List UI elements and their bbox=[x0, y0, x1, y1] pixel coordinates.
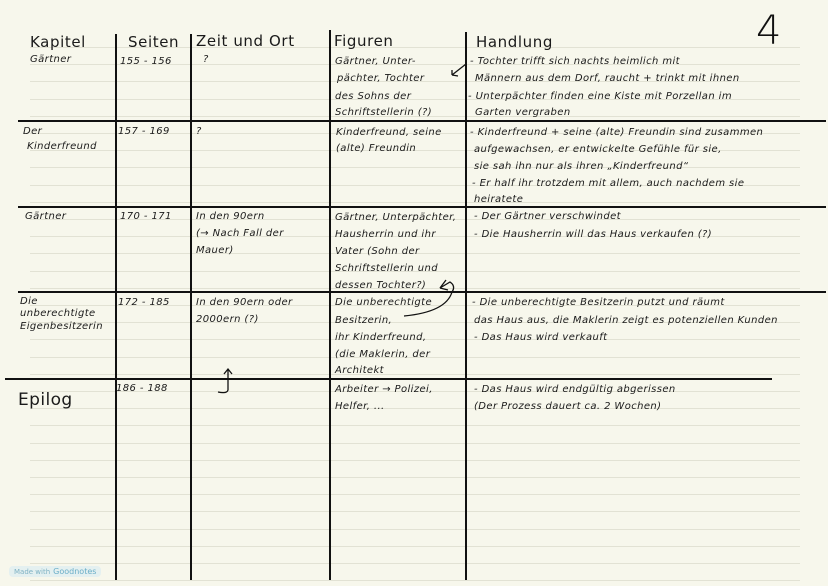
cell-kapitel: unberechtigte bbox=[20, 308, 96, 319]
cell-seiten: 186 - 188 bbox=[116, 383, 168, 394]
header-figuren: Figuren bbox=[334, 32, 394, 50]
cell-figuren: Architekt bbox=[335, 365, 384, 376]
cell-kapitel: Die bbox=[20, 296, 38, 307]
cell-figuren: Gärtner, Unter- bbox=[335, 56, 416, 67]
badge-brand: Goodnotes bbox=[53, 567, 97, 576]
made-with-goodnotes-badge bbox=[9, 566, 101, 577]
cell-handlung: (Der Prozess dauert ca. 2 Wochen) bbox=[474, 401, 662, 412]
cell-figuren: Die unberechtigte bbox=[335, 297, 433, 308]
cell-kapitel: Eigenbesitzerin bbox=[20, 321, 103, 332]
cell-zeit-ort: In den 90ern oder bbox=[196, 297, 293, 308]
cell-kapitel: Der bbox=[23, 126, 43, 137]
cell-zeit-ort: ? bbox=[196, 126, 202, 137]
cell-figuren: ihr Kinderfreund, bbox=[335, 332, 427, 343]
header-handlung: Handlung bbox=[476, 33, 554, 51]
cell-handlung: - Das Haus wird verkauft bbox=[474, 332, 608, 343]
cell-kapitel: Gärtner bbox=[25, 211, 67, 222]
cell-handlung: aufgewachsen, er entwickelte Gefühle für sie, bbox=[474, 144, 722, 155]
column-divider-handlung bbox=[465, 32, 467, 580]
cell-figuren: dessen Tochter?) bbox=[335, 280, 427, 291]
cell-seiten: 172 - 185 bbox=[118, 297, 170, 308]
cell-figuren: des Sohns der bbox=[335, 91, 412, 102]
badge-prefix: Made with bbox=[14, 568, 51, 576]
cell-handlung: - Unterpächter finden eine Kiste mit Porzellan im bbox=[468, 91, 732, 102]
column-divider-figuren bbox=[329, 30, 331, 580]
cell-zeit-ort: (→ Nach Fall der bbox=[196, 228, 284, 239]
cell-figuren: Hausherrin und ihr bbox=[335, 229, 436, 240]
cell-figuren: Schriftstellerin (?) bbox=[335, 107, 433, 118]
cell-figuren: Kinderfreund, seine bbox=[336, 127, 442, 138]
column-divider-zeit-ort bbox=[190, 34, 192, 580]
cell-figuren: Arbeiter → Polizei, bbox=[335, 384, 433, 395]
cell-handlung: Garten vergraben bbox=[475, 107, 571, 118]
cell-figuren: Gärtner, Unterpächter, bbox=[335, 212, 457, 223]
cell-figuren: Schriftstellerin und bbox=[335, 263, 438, 274]
cell-handlung: - Kinderfreund + seine (alte) Freundin sind zusammen bbox=[470, 127, 764, 138]
page-number: 4 bbox=[756, 8, 782, 54]
cell-figuren: pächter, Tochter bbox=[337, 73, 425, 84]
header-seiten: Seiten bbox=[128, 33, 180, 51]
header-kapitel: Kapitel bbox=[30, 33, 86, 51]
cell-zeit-ort: ? bbox=[203, 54, 209, 65]
cell-handlung: - Tochter trifft sich nachts heimlich mit bbox=[470, 56, 680, 67]
cell-handlung: Männern aus dem Dorf, raucht + trinkt mit ihnen bbox=[475, 73, 740, 84]
cell-kapitel: Epilog bbox=[18, 390, 73, 410]
cell-seiten: 157 - 169 bbox=[118, 126, 170, 137]
cell-handlung: - Das Haus wird endgültig abgerissen bbox=[474, 384, 676, 395]
arrow-icon bbox=[212, 366, 242, 396]
cell-seiten: 155 - 156 bbox=[120, 56, 172, 67]
cell-handlung: sie sah ihn nur als ihren „Kinderfreund“ bbox=[474, 161, 689, 172]
header-zeit-ort: Zeit und Ort bbox=[196, 32, 295, 50]
cell-figuren: (alte) Freundin bbox=[336, 143, 417, 154]
cell-handlung: - Die unberechtigte Besitzerin putzt und räumt bbox=[472, 297, 725, 308]
cell-handlung: - Er half ihr trotzdem mit allem, auch nachdem sie bbox=[472, 178, 745, 189]
cell-handlung: - Der Gärtner verschwindet bbox=[474, 211, 621, 222]
column-divider-seiten bbox=[115, 34, 117, 580]
cell-figuren: Vater (Sohn der bbox=[335, 246, 420, 257]
cell-handlung: das Haus aus, die Maklerin zeigt es potenziellen Kunden bbox=[474, 315, 778, 326]
cell-seiten: 170 - 171 bbox=[120, 211, 172, 222]
cell-zeit-ort: Mauer) bbox=[196, 245, 234, 256]
cell-kapitel: Kinderfreund bbox=[27, 141, 97, 152]
cell-handlung: - Die Hausherrin will das Haus verkaufen (?) bbox=[474, 229, 713, 240]
cell-zeit-ort: In den 90ern bbox=[196, 211, 265, 222]
cell-handlung: heiratete bbox=[474, 194, 524, 205]
cell-figuren: Besitzerin, bbox=[335, 315, 393, 326]
cell-zeit-ort: 2000ern (?) bbox=[196, 314, 259, 325]
arrow-icon bbox=[446, 62, 468, 80]
cell-figuren: (die Maklerin, der bbox=[335, 349, 431, 360]
cell-figuren: Helfer, ... bbox=[335, 401, 385, 412]
cell-kapitel: Gärtner bbox=[30, 54, 72, 65]
